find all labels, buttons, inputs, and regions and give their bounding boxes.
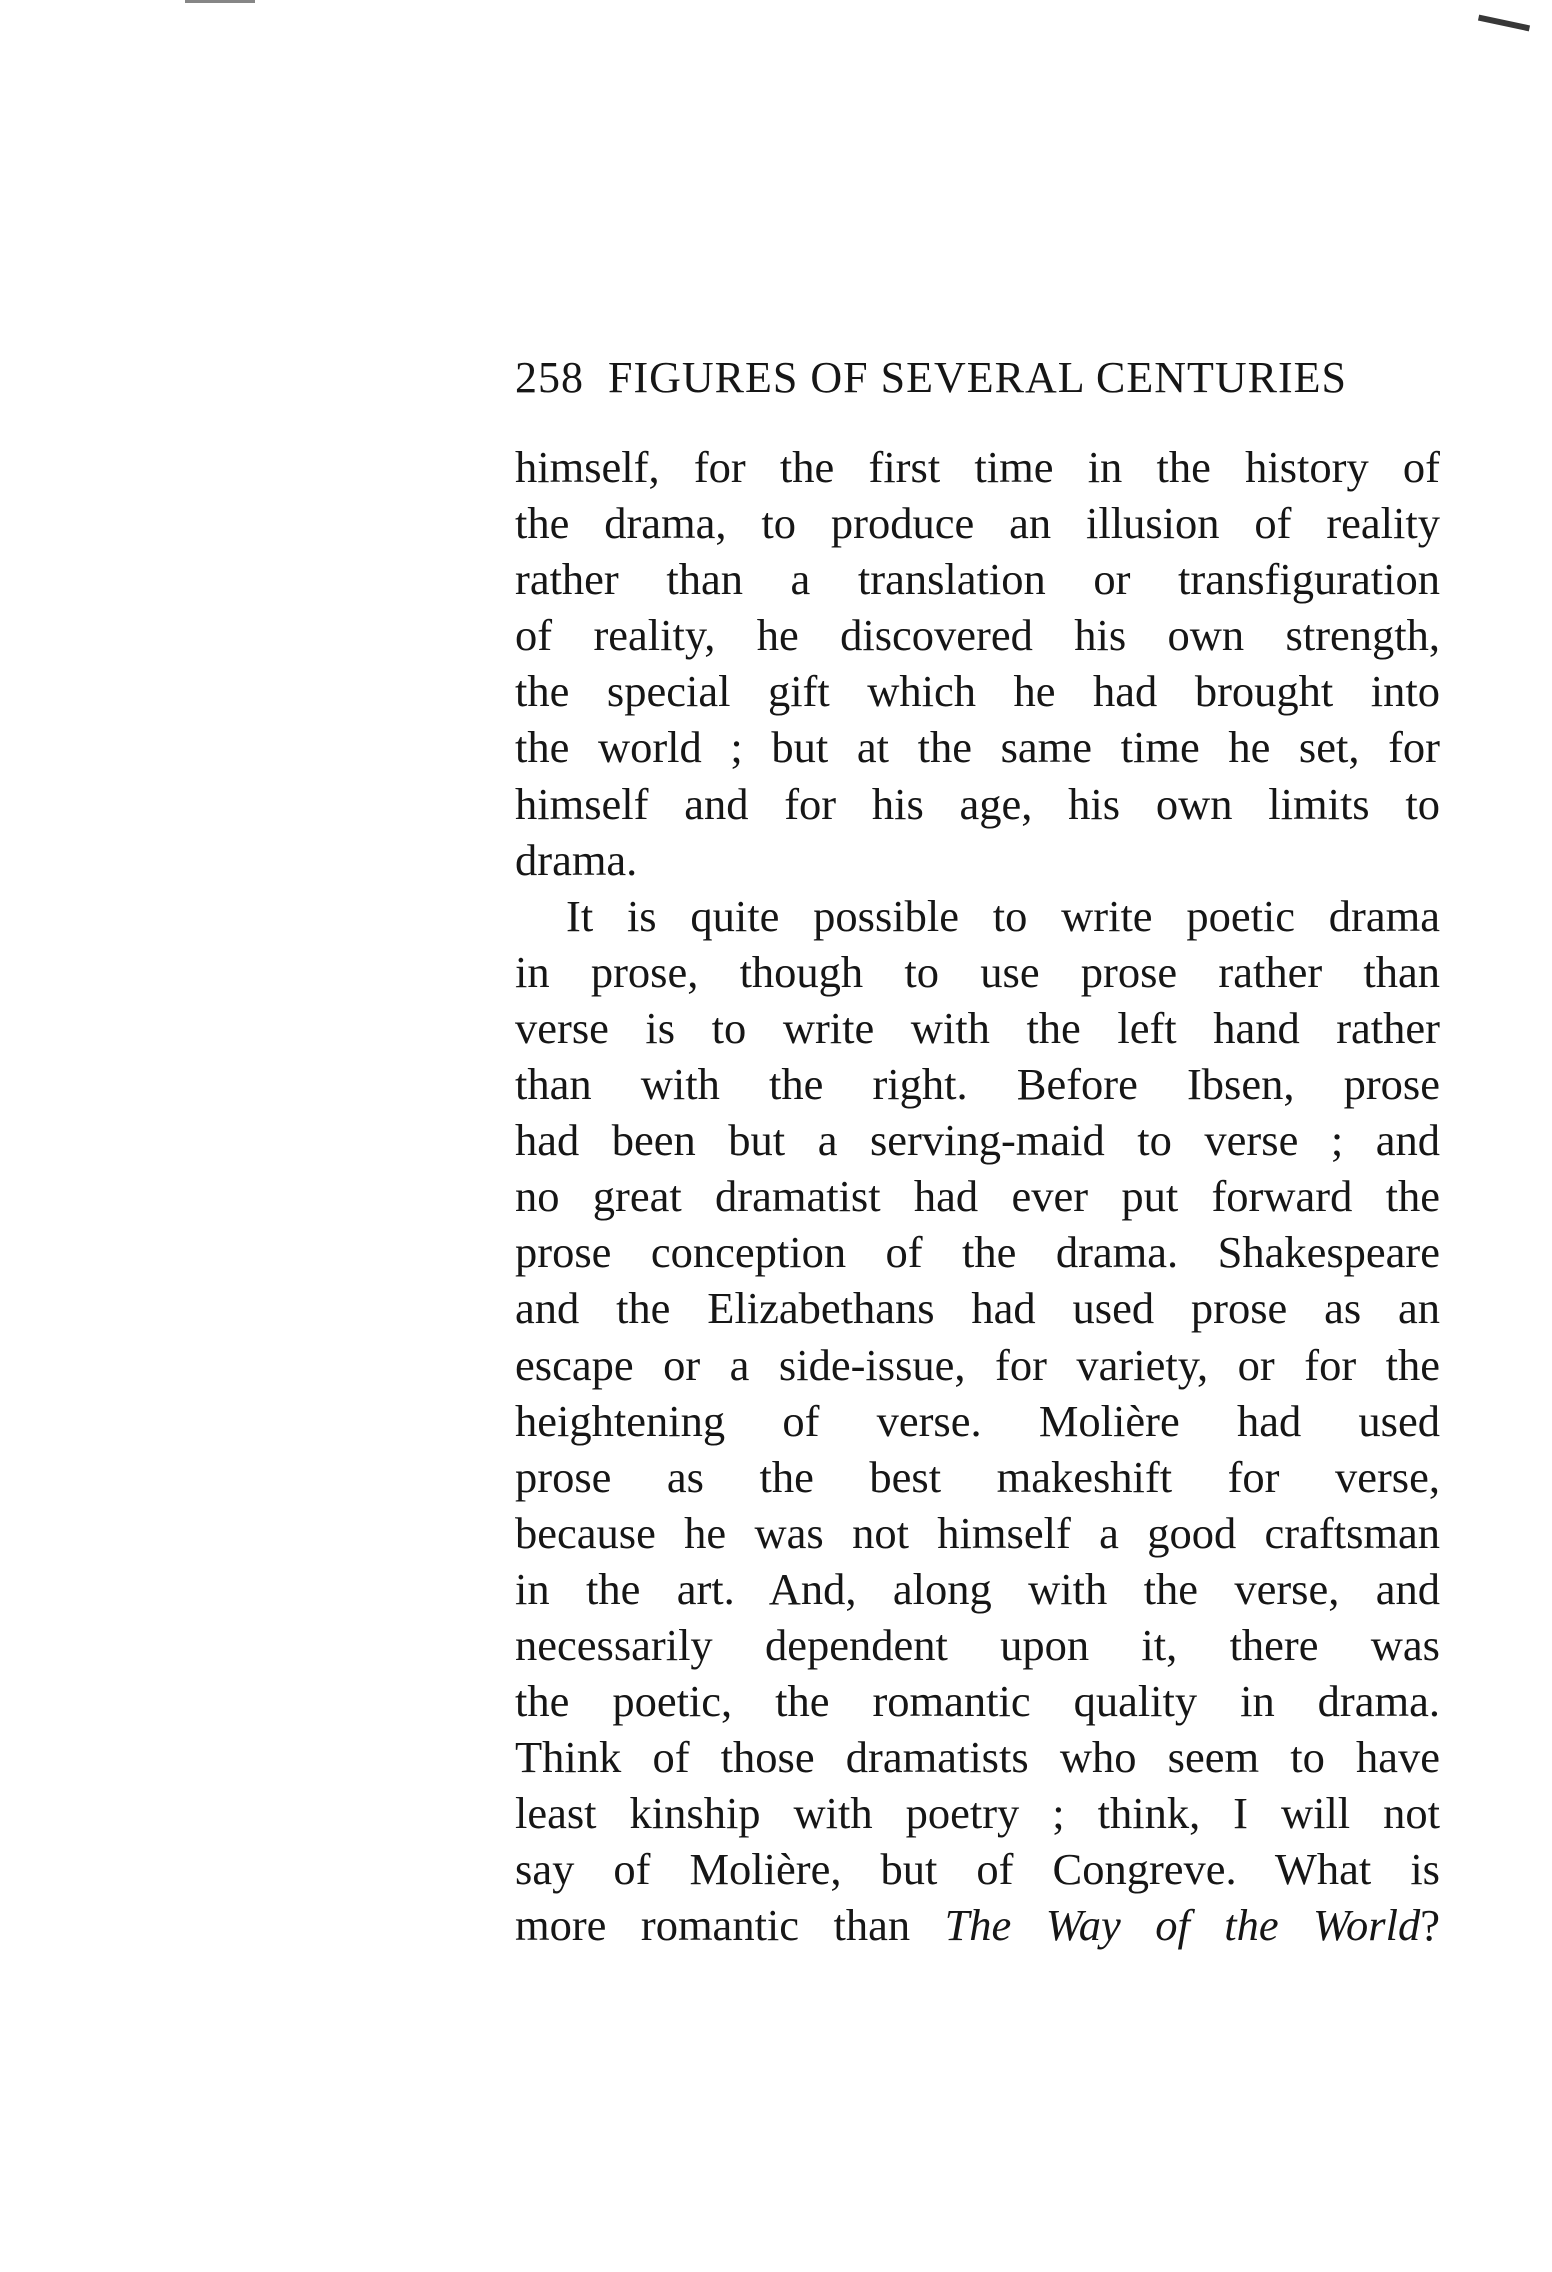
final-text-line: [515, 1897, 1440, 1953]
text-line: because he was not himself a good craftsman: [515, 1507, 1440, 1558]
body-text: [515, 439, 1440, 1954]
text-line: escape or a side-issue, for variety, or for the: [515, 1339, 1440, 1390]
page-number: 258: [515, 353, 584, 402]
final-line-prefix: more romantic than: [515, 1900, 911, 1951]
text-line: and the Elizabethans had used prose as an: [515, 1283, 1440, 1334]
text-line: himself, for the first time in the history of: [515, 442, 1440, 492]
text-line: of reality, he discovered his own strength,: [515, 610, 1440, 661]
text-line: least kinship with poetry ; think, I will not: [515, 1788, 1440, 1839]
scan-mark-top-left: [185, 0, 255, 3]
text-line: himself and for his age, his own limits to: [515, 778, 1440, 829]
text-line: drama.: [515, 834, 638, 885]
text-line: the drama, to produce an illusion of reality: [515, 498, 1440, 549]
final-line-suffix: ?: [1420, 1900, 1440, 1951]
scan-mark-top-right: [1478, 15, 1530, 32]
text-line: no great dramatist had ever put forward the: [515, 1171, 1440, 1222]
text-line: the special gift which he had brought into: [515, 666, 1440, 717]
running-header: [515, 350, 1415, 406]
text-line: prose conception of the drama. Shakespeare: [515, 1227, 1440, 1278]
text-line: say of Molière, but of Congreve. What is: [515, 1844, 1440, 1895]
paragraph-2: [515, 888, 1440, 1954]
text-line: rather than a translation or transfiguration: [515, 554, 1440, 605]
work-title: The Way of the World: [944, 1900, 1421, 1951]
text-line: necessarily dependent upon it, there was: [515, 1619, 1440, 1670]
text-line: prose as the best makeshift for verse,: [515, 1451, 1440, 1502]
text-line: It is quite possible to write poetic drama: [566, 890, 1440, 941]
text-line: in prose, though to use prose rather than: [515, 946, 1440, 997]
text-line: the world ; but at the same time he set, for: [515, 722, 1440, 773]
text-line: in the art. And, along with the verse, and: [515, 1563, 1440, 1614]
text-line: verse is to write with the left hand rather: [515, 1002, 1440, 1053]
text-line: the poetic, the romantic quality in drama.: [515, 1676, 1440, 1727]
running-title: FIGURES OF SEVERAL CENTURIES: [608, 353, 1347, 402]
text-line: had been but a serving-maid to verse ; and: [515, 1115, 1440, 1166]
text-line: than with the right. Before Ibsen, prose: [515, 1059, 1440, 1110]
paragraph-1: [515, 439, 1440, 888]
text-line: Think of those dramatists who seem to have: [515, 1732, 1440, 1783]
text-line: heightening of verse. Molière had used: [515, 1395, 1440, 1446]
